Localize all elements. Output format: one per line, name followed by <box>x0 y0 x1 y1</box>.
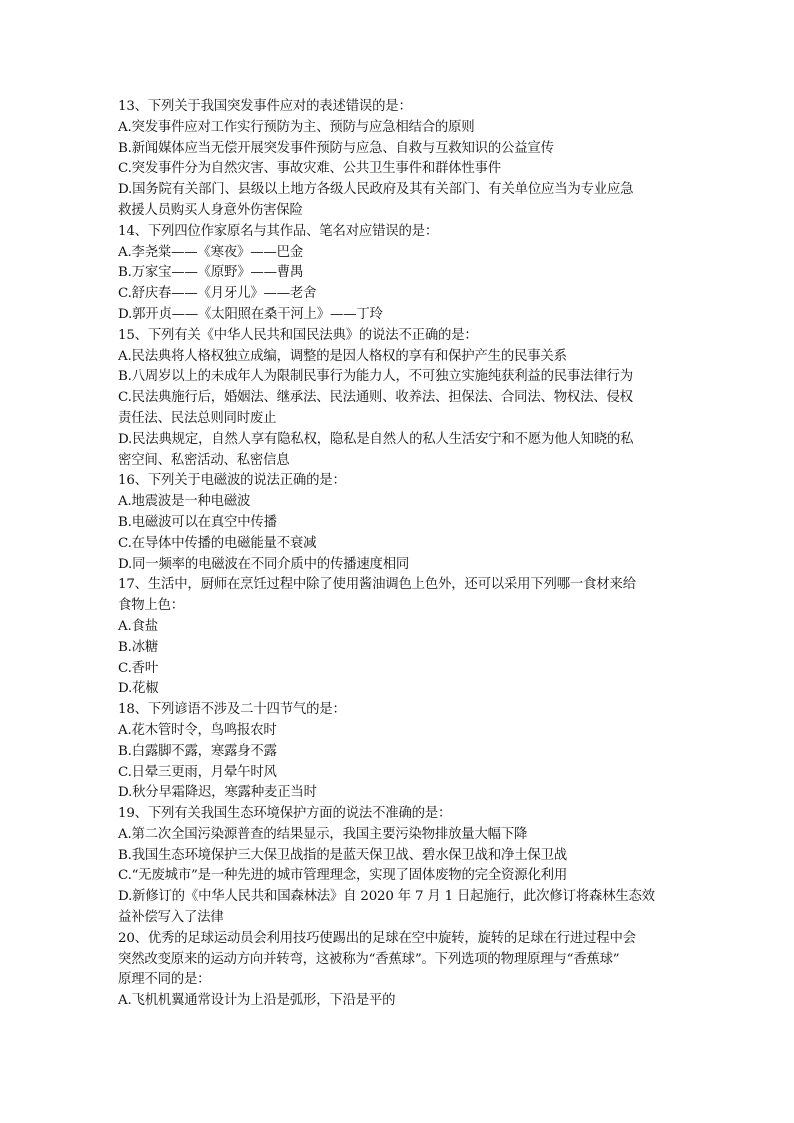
question-18-stem: 18、下列谚语不涉及二十四节气的是： <box>118 702 346 718</box>
question-20-stem-cont-1: 突然改变原来的运动方向并转弯，这被称为“香蕉球”。下列选项的物理原理与“香蕉球” <box>118 951 620 967</box>
q18-option-d: D.秋分早霜降迟，寒露种麦正当时 <box>118 785 317 801</box>
q17-option-d: D.花椒 <box>118 681 159 697</box>
question-17-stem-cont: 食物上色： <box>118 598 184 614</box>
q15-option-b: B.八周岁以上的未成年人为限制民事行为能力人，不可独立实施纯获利益的民事法律行为 <box>118 369 633 385</box>
q19-option-d: D.新修订的《中华人民共和国森林法》自 2020 年 7 月 1 日起施行，此次修订将森林生态效 <box>118 889 655 905</box>
q13-option-a: A.突发事件应对工作实行预防为主、预防与应急相结合的原则 <box>118 119 475 135</box>
q14-option-d: D.郭开贞——《太阳照在桑干河上》——丁玲 <box>118 306 383 322</box>
q16-option-c: C.在导体中传播的电磁能量不衰减 <box>118 535 317 551</box>
q18-option-c: C.日晕三更雨，月晕午时风 <box>118 764 277 780</box>
question-20-stem-cont-2: 原理不同的是： <box>118 972 211 988</box>
q17-option-a: A.食盐 <box>118 618 158 634</box>
q18-option-a: A.花木管时令，鸟鸣报农时 <box>118 722 277 738</box>
q19-option-c: C.“无废城市”是一种先进的城市管理理念，实现了固体废物的完全资源化利用 <box>118 868 568 884</box>
q13-option-c: C.突发事件分为自然灾害、事故灾难、公共卫生事件和群体性事件 <box>118 161 501 177</box>
question-20-stem: 20、优秀的足球运动员会利用技巧使踢出的足球在空中旋转，旋转的足球在行进过程中会 <box>118 930 636 946</box>
q15-option-c: C.民法典施行后，婚姻法、继承法、民法通则、收养法、担保法、合同法、物权法、侵权 <box>118 390 633 406</box>
question-16-stem: 16、下列关于电磁波的说法正确的是： <box>118 473 346 489</box>
q16-option-d: D.同一频率的电磁波在不同介质中的传播速度相同 <box>118 556 410 572</box>
q15-option-d: D.民法典规定，自然人享有隐私权，隐私是自然人的私人生活安宁和不愿为他人知晓的私 <box>118 431 634 447</box>
q17-option-b: B.冰糖 <box>118 639 159 655</box>
q16-option-a: A.地震波是一种电磁波 <box>118 494 251 510</box>
q14-option-c: C.舒庆春——《月牙儿》——老舍 <box>118 286 317 302</box>
question-17-stem: 17、生活中，厨师在烹饪过程中除了使用酱油调色上色外，还可以采用下列哪一食材来给 <box>118 577 636 593</box>
question-15-stem: 15、下列有关《中华人民共和国民法典》的说法不正确的是： <box>118 327 478 343</box>
q19-option-a: A.第二次全国污染源普查的结果显示，我国主要污染物排放量大幅下降 <box>118 826 528 842</box>
q17-option-c: C.香叶 <box>118 660 159 676</box>
q13-option-d-cont: 救援人员购买人身意外伤害保险 <box>118 202 303 218</box>
q20-option-a: A.飞机机翼通常设计为上沿是弧形，下沿是平的 <box>118 993 396 1009</box>
document-page <box>118 97 678 1012</box>
q14-option-b: B.万家宝——《原野》——曹禺 <box>118 265 304 281</box>
q19-option-b: B.我国生态环境保护三大保卫战指的是蓝天保卫战、碧水保卫战和净土保卫战 <box>118 847 567 863</box>
q16-option-b: B.电磁波可以在真空中传播 <box>118 514 277 530</box>
question-13-stem: 13、下列关于我国突发事件应对的表述错误的是： <box>118 99 412 114</box>
q14-option-a: A.李尧棠——《寒夜》——巴金 <box>118 244 304 260</box>
q15-option-d-cont: 密空间、私密活动、私密信息 <box>118 452 290 468</box>
question-19-stem: 19、下列有关我国生态环境保护方面的说法不准确的是： <box>118 806 452 822</box>
q13-option-d: D.国务院有关部门、县级以上地方各级人民政府及其有关部门、有关单位应当为专业应急 <box>118 182 634 198</box>
q19-option-d-cont: 益补偿写入了法律 <box>118 910 224 926</box>
q15-option-a: A.民法典将人格权独立成编，调整的是因人格权的享有和保护产生的民事关系 <box>118 348 567 364</box>
q18-option-b: B.白露脚不露，寒露身不露 <box>118 743 277 759</box>
question-14-stem: 14、下列四位作家原名与其作品、笔名对应错误的是： <box>118 223 439 239</box>
q15-option-c-cont: 责任法、民法总则同时废止 <box>118 410 277 426</box>
q13-option-b: B.新闻媒体应当无偿开展突发事件预防与应急、自救与互救知识的公益宣传 <box>118 140 554 156</box>
